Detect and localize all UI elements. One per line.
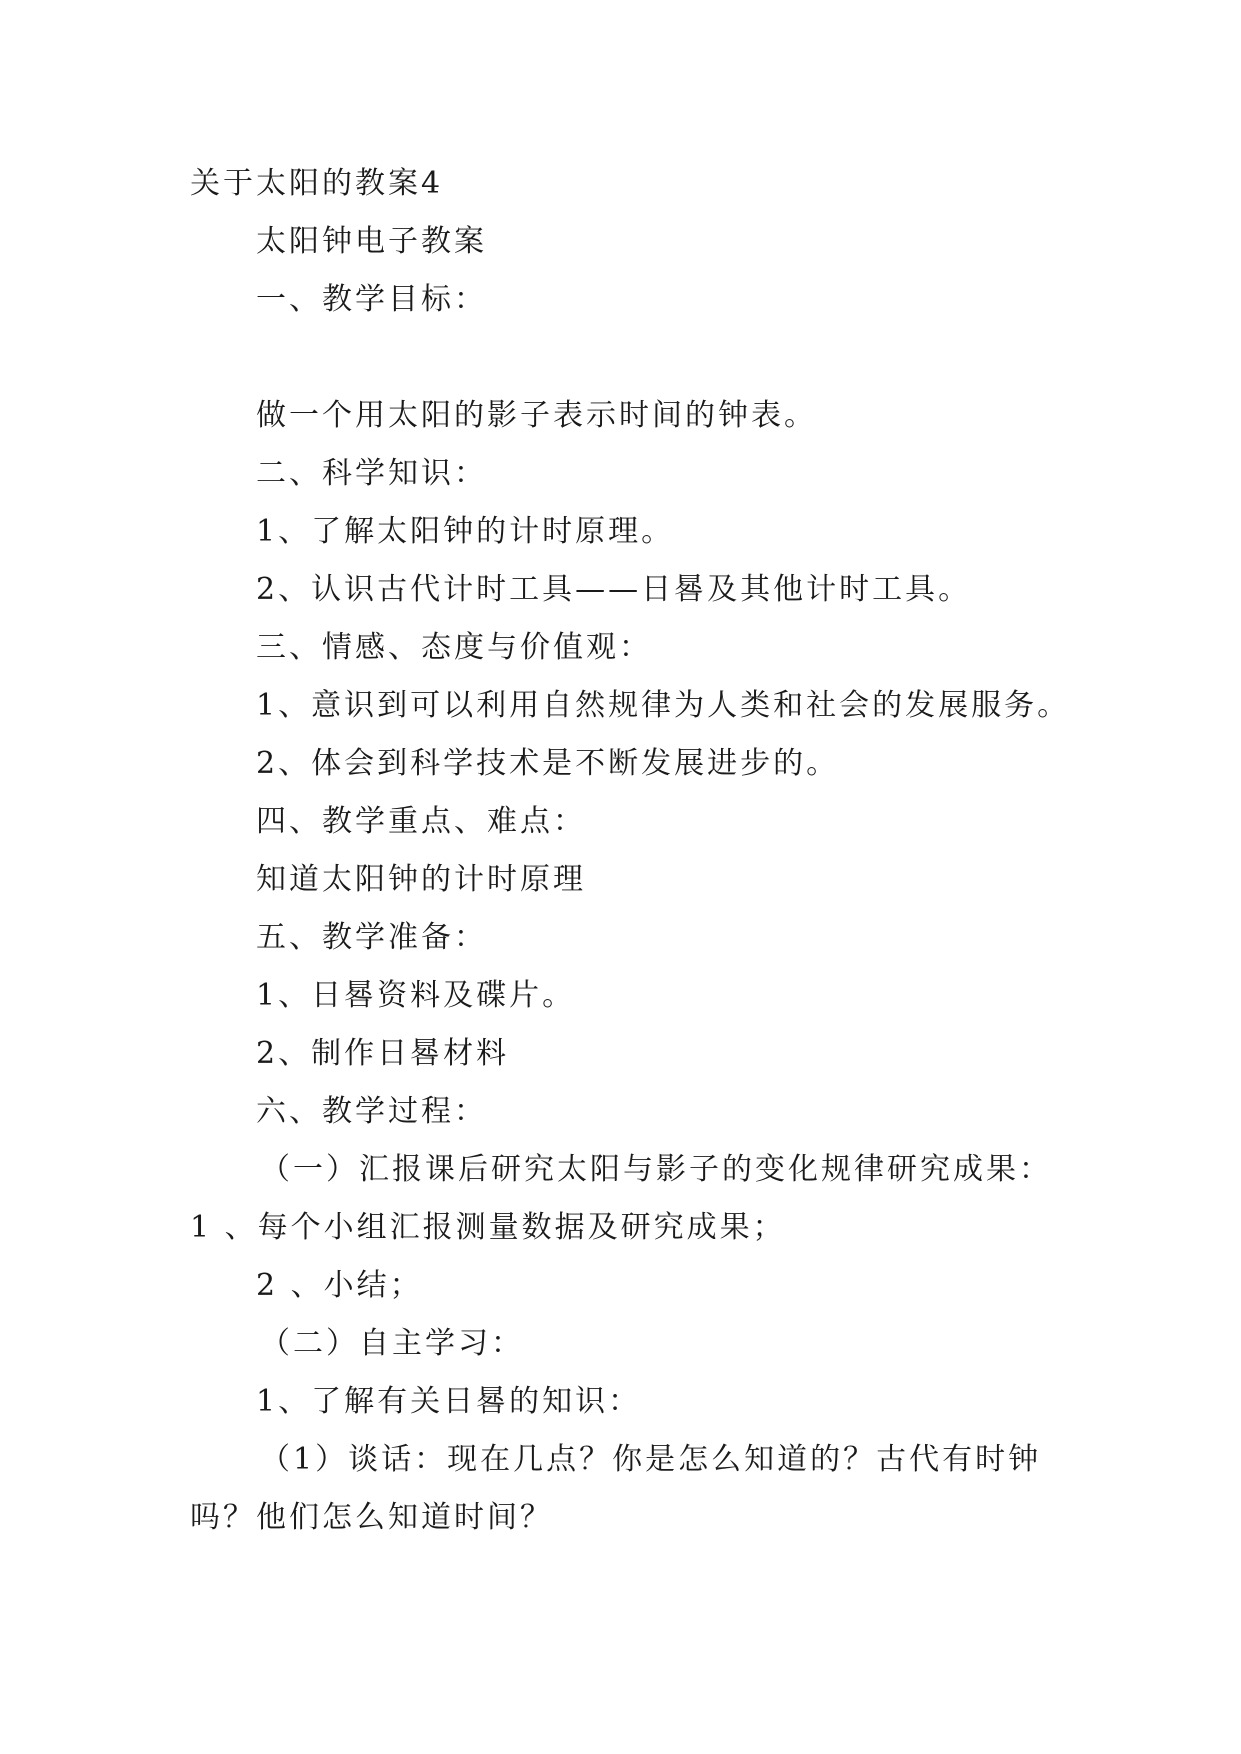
list-item: 2、体会到科学技术是不断发展进步的。 (256, 746, 840, 781)
paragraph: （1）谈话：现在几点？你是怎么知道的？古代有时钟 (260, 1442, 1042, 1477)
document-title: 太阳钟电子教案 (256, 224, 487, 259)
list-item: 1、意识到可以利用自然规律为人类和社会的发展服务。 (256, 688, 1071, 723)
list-item: 1、了解有关日晷的知识： (256, 1384, 642, 1419)
subsection-heading: （一）汇报课后研究太阳与影子的变化规律研究成果： (260, 1152, 1052, 1187)
list-item: 1 、每个小组汇报测量数据及研究成果； (190, 1210, 786, 1245)
section-heading: 二、科学知识： (256, 456, 487, 491)
list-item: 2、认识古代计时工具——日晷及其他计时工具。 (256, 572, 972, 607)
section-heading: 五、教学准备： (256, 920, 487, 955)
section-heading: 四、教学重点、难点： (256, 804, 586, 839)
list-item: 1、了解太阳钟的计时原理。 (256, 514, 675, 549)
section-heading: 六、教学过程： (256, 1094, 487, 1129)
list-item: 2 、小结； (256, 1268, 423, 1303)
paragraph-continuation: 吗？他们怎么知道时间？ (190, 1500, 553, 1535)
section-heading: 一、教学目标： (256, 282, 487, 317)
list-item: 1、日晷资料及碟片。 (256, 978, 576, 1013)
document-heading: 关于太阳的教案4 (190, 166, 444, 201)
paragraph: 做一个用太阳的影子表示时间的钟表。 (256, 398, 817, 433)
subsection-heading: （二）自主学习： (260, 1326, 524, 1361)
paragraph: 知道太阳钟的计时原理 (256, 862, 586, 897)
section-heading: 三、情感、态度与价值观： (256, 630, 652, 665)
list-item: 2、制作日晷材料 (256, 1036, 510, 1071)
